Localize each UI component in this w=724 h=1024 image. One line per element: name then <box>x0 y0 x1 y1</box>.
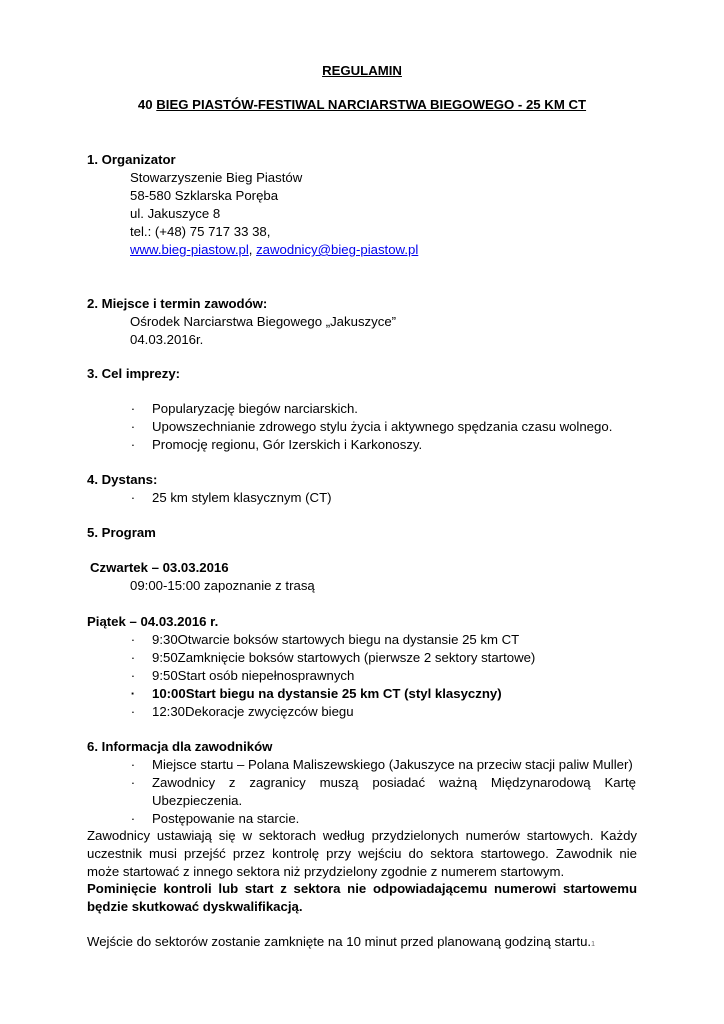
program-thursday-entry: 09:00-15:00 zapoznanie z trasą <box>130 578 315 593</box>
subtitle-text: BIEG PIASTÓW-FESTIWAL NARCIARSTWA BIEGOWEGO - 25 KM CT <box>156 97 587 112</box>
paragraph-line: uczestnik musi przejść przez kontrolę przy wejściu do sektora startowego. Zawodnik nie <box>87 846 637 861</box>
warning-line: Pominięcie kontroli lub start z sektora nie odpowiadającemu numerowi startowemu <box>87 881 637 896</box>
document-title: REGULAMIN <box>322 63 402 78</box>
info-item-justified: Zawodnicy z zagranicy muszą posiadać ważną Międzynarodową Kartę <box>152 775 636 790</box>
program-friday-item: 9:30Otwarcie boksów startowych biegu na dystansie 25 km CT <box>152 632 520 647</box>
section-heading-distance: 4. Dystans: <box>87 472 158 487</box>
disqualification-warning <box>87 880 637 916</box>
program-friday-item: 9:50Zamknięcie boksów startowych (pierwsze 2 sektory startowe) <box>152 650 536 665</box>
website-link[interactable]: www.bieg-piastow.pl <box>130 242 249 257</box>
email-link[interactable]: zawodnicy@bieg-piastow.pl <box>256 242 419 257</box>
footnote-mark: 1 <box>591 941 595 948</box>
section-heading-venue: 2. Miejsce i termin zawodów: <box>87 296 268 311</box>
venue-place: Ośrodek Narciarstwa Biegowego „Jakuszyce” <box>130 314 397 329</box>
goal-item: Upowszechnianie zdrowego stylu życia i aktywnego spędzania czasu wolnego. <box>152 419 613 434</box>
info-item-continuation: Ubezpieczenia. <box>152 793 243 808</box>
section-heading-program: 5. Program <box>87 525 156 540</box>
closing-text: Wejście do sektorów zostanie zamknięte na 10 minut przed planowaną godziną startu. <box>87 934 592 949</box>
document-subtitle <box>0 96 724 114</box>
organizer-line: 58-580 Szklarska Poręba <box>130 188 279 203</box>
program-friday-heading: Piątek – 04.03.2016 r. <box>87 614 219 629</box>
bullet-marker: · <box>130 437 136 452</box>
program-friday-item: 9:50Start osób niepełnosprawnych <box>152 668 355 683</box>
section-heading-goal: 3. Cel imprezy: <box>87 366 181 381</box>
bullet-marker: · <box>130 419 136 434</box>
info-paragraph <box>87 827 637 881</box>
organizer-line: Stowarzyszenie Bieg Piastów <box>130 170 303 185</box>
program-thursday-heading: Czwartek – 03.03.2016 <box>90 560 229 575</box>
venue-date: 04.03.2016r. <box>130 332 204 347</box>
bullet-marker: · <box>130 686 136 701</box>
bullet-marker: · <box>130 632 136 647</box>
section-heading-organizer: 1. Organizator <box>87 152 176 167</box>
bullet-marker: · <box>130 757 136 772</box>
program-friday-item: 12:30Dekoracje zwycięzców biegu <box>152 704 354 719</box>
paragraph-line: może startować z innego sektora niż przydzielony zgodnie z numerem startowym. <box>87 864 565 879</box>
goal-item: Popularyzację biegów narciarskich. <box>152 401 358 416</box>
program-friday-item-main-start: 10:00Start biegu na dystansie 25 km CT (styl klasyczny) <box>152 686 502 701</box>
warning-line: będzie skutkować dyskwalifikacją. <box>87 899 303 914</box>
contact-separator: , <box>248 242 257 257</box>
subtitle-number: 40 <box>137 97 157 112</box>
bullet-marker: · <box>130 668 136 683</box>
info-item: Postępowanie na starcie. <box>152 811 300 826</box>
bullet-marker: · <box>130 650 136 665</box>
paragraph-line: Zawodnicy ustawiają się w sektorach według przydzielonych numerów startowych. Każdy <box>87 828 637 843</box>
section-heading-info: 6. Informacja dla zawodników <box>87 739 273 754</box>
goal-item: Promocję regionu, Gór Izerskich i Karkonoszy. <box>152 437 423 452</box>
bullet-marker: · <box>130 704 136 719</box>
bullet-marker: · <box>130 401 136 416</box>
bullet-marker: · <box>130 490 136 505</box>
info-item: Miejsce startu – Polana Maliszewskiego (Jakuszyce na przeciw stacji paliw Muller) <box>152 757 633 772</box>
organizer-line: ul. Jakuszyce 8 <box>130 206 221 221</box>
bullet-marker: · <box>130 811 136 826</box>
distance-item: 25 km stylem klasycznym (CT) <box>152 490 332 505</box>
closing-note <box>87 933 595 954</box>
bullet-marker: · <box>130 775 136 790</box>
organizer-contacts <box>130 241 418 259</box>
organizer-line: tel.: (+48) 75 717 33 38, <box>130 224 271 239</box>
